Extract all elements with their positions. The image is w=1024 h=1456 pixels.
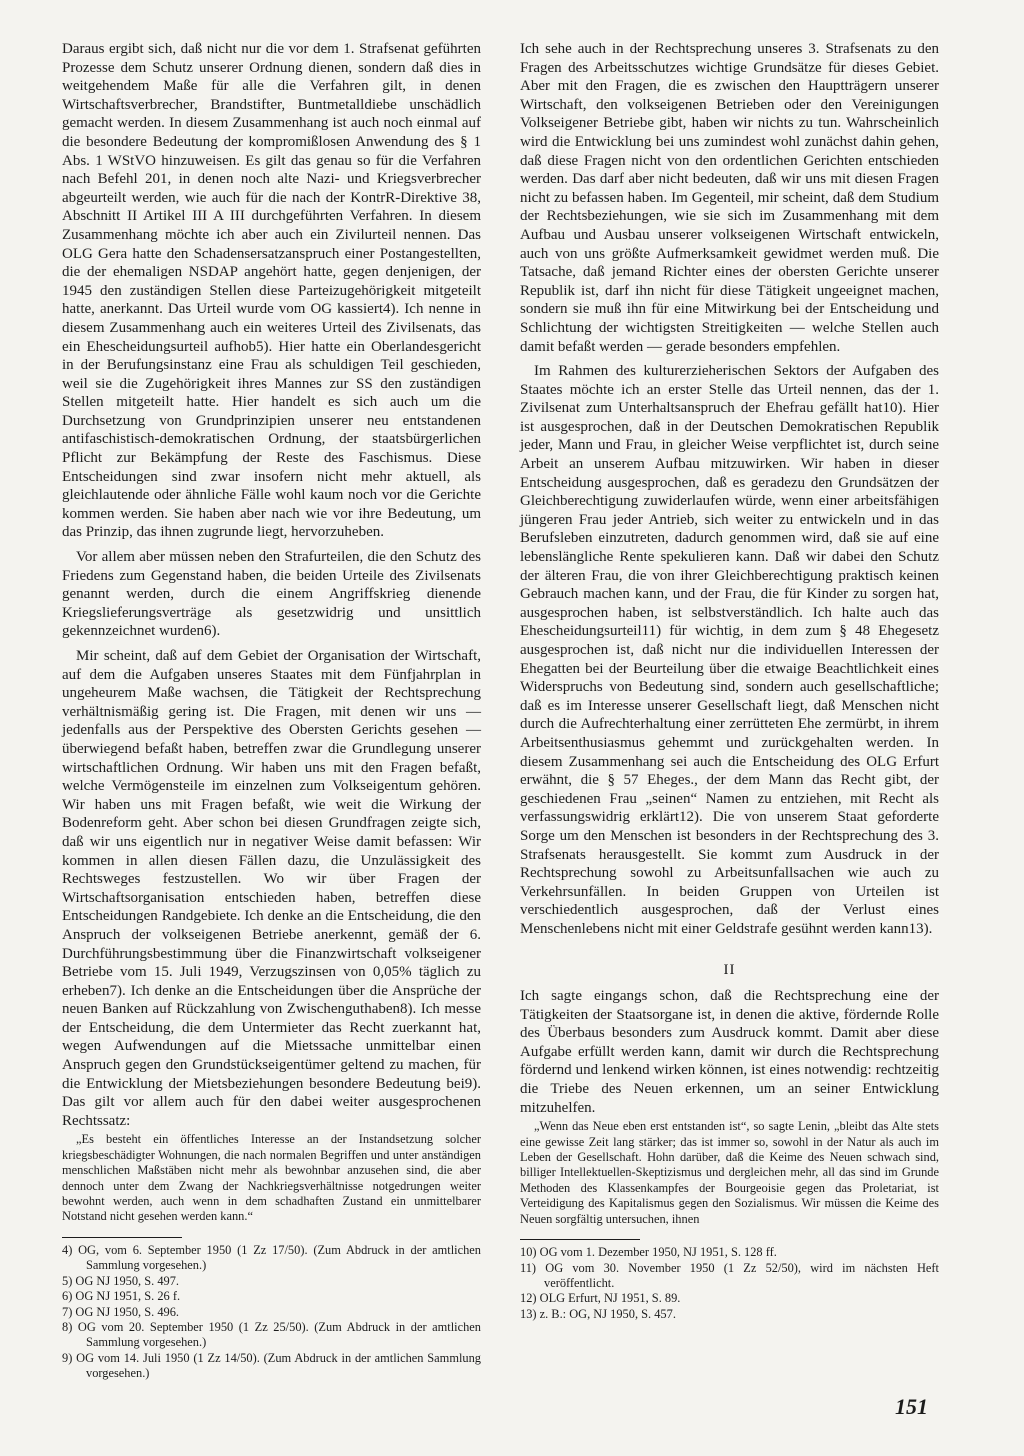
footnote-divider bbox=[62, 1237, 182, 1238]
footnote: 7) OG NJ 1950, S. 496. bbox=[62, 1304, 180, 1319]
footnote: 13) z. B.: OG, NJ 1950, S. 457. bbox=[520, 1306, 676, 1321]
page-number: 151 bbox=[895, 1394, 928, 1419]
footnote: 10) OG vom 1. Dezember 1950, NJ 1951, S. 128 ff. bbox=[520, 1245, 777, 1260]
footnote: 12) OLG Erfurt, NJ 1951, S. 89. bbox=[520, 1291, 681, 1306]
footnote: 11) OG vom 30. November 1950 (1 Zz 52/50), wird im nächsten Heft veröffentlicht. bbox=[520, 1260, 939, 1290]
block-quote: „Es besteht ein öffentliches Interesse an der Instandsetzung solcher kriegsbeschädigter Wohnungen, die nach normalen Begriffen und unter anständigen menschlichen Maßstäben nicht mehr als bewohnbar anzusehen sind, die aber dennoch unter dem Zwang der Nachkriegsverhältnisse notgedrungen weiter bewohnt werden, auch wenn in dem schadhaften Zustand ein unmittelbarer Notstand nicht gesehen werden kann.“ bbox=[62, 1132, 481, 1224]
paragraph: Vor allem aber müssen neben den Strafurteilen, die den Schutz des Friedens zum Gegenstand haben, die beiden Urteile des Zivilsenats genannt werden, durch die einem Angriffskrieg dienende Kriegslieferungsverträge als gesetzwidrig und unsittlich gekennzeichnet wurden6). bbox=[62, 549, 481, 640]
paragraph: Mir scheint, daß auf dem Gebiet der Organisation der Wirtschaft, auf dem die Aufgaben unseres Staates mit dem Fünfjahrplan in ungeheurem Maße wachsen, die Tätigkeit der Rechtsprechung verhältnismäßig gering ist. Die Fragen, mit denen wir uns — jedenfalls aus der Perspektive des Obersten Gerichts gesehen — überwiegend befaßt haben, betreffen zwar die Grundlegung unserer wirtschaftlichen Ordnung. Wir haben uns mit den Fragen befaßt, welche Vermögensteile im einzelnen zum Volkseigentum gehören. Wir haben uns mit Fragen befaßt, wie weit die Wirkung der Bodenreform geht. Aber schon bei diesen Grundfragen zeigte sich, daß wir uns eigentlich nur in negativer Weise damit befassen: Wir kommen in allen diesen Fällen dazu, die Unzulässigkeit des Rechtsweges festzustellen. Wo wir über Fragen der Wirtschaftsorganisation entschieden haben, betreffen diese Entscheidungen Randgebiete. Ich denke an die Entscheidung, die den Anspruch der volkseigenen Betriebe anerkennt, gemäß der 6. Durchführungsbestimmung über die Finanzwirtschaft volkseigener Betriebe vom 15. Juli 1949, Verzugszinsen von 0,05% täglich zu erheben7). Ich denke an die Entscheidungen über die Ansprüche der neuen Banken auf Rückzahlung von Zwischenguthaben8). Ich messe der Entscheidung, die dem Untermieter das Recht zuerkannt hat, wegen Aufwendungen auf die Mietssache unmittelbar einen Anspruch gegen den Grundstückseigentümer geltend zu machen, für die Entwicklung der Mietsbeziehungen besondere Bedeutung bei9). Das gilt vor allem auch für den dabei weiter ausgesprochenen Rechtssatz: bbox=[62, 648, 481, 1129]
paragraph: Ich sehe auch in der Rechtsprechung unseres 3. Strafsenats zu den Fragen des Arbeitsschutzes wichtige Grundsätze für dieses Gebiet. Aber mit den Fragen, die es zwischen den Hauptträgern unserer Wirtschaft, den volkseigenen Betrieben oder den Vereinigungen Volkseigener Betriebe gibt, haben wir nichts zu tun. Wahrscheinlich wird die Entwicklung bei uns zumindest wohl zunächst dahin gehen, daß diese Fragen nicht von den ordentlichen Gerichten entschieden werden. Das darf aber nicht bedeuten, daß wir uns mit diesen Fragen nicht zu befassen haben. Im Gegenteil, mir scheint, daß dem Studium der Rechtsbeziehungen, wie sie sich im Zusammenhang mit dem Aufbau und Ausbau unserer volkseigenen Wirtschaft entwickeln, auch von uns größte Aufmerksamkeit gewidmet werden muß. Die Tatsache, daß jemand Richter eines der obersten Gerichte unserer Republik ist, darf ihn nicht für diese Tätigkeit ungeeignet machen, sondern sie muß ihn für eine Mitwirkung bei der Entscheidung und Schlichtung der wichtigsten Streitigkeiten — welche Stellen auch damit befaßt werden — gerade besonders empfehlen. bbox=[520, 41, 939, 355]
section-heading: II bbox=[723, 961, 736, 978]
footnote-divider bbox=[520, 1239, 640, 1240]
footnote: 9) OG vom 14. Juli 1950 (1 Zz 14/50). (Zum Abdruck in der amtlichen Sammlung vorgesehen.) bbox=[62, 1350, 481, 1381]
footnote: 8) OG vom 20. September 1950 (1 Zz 25/50). (Zum Abdruck in der amtlichen Sammlung vorgesehen.) bbox=[62, 1319, 481, 1350]
footnote: 4) OG, vom 6. September 1950 (1 Zz 17/50). (Zum Abdruck in der amtlichen Sammlung vorgesehen.) bbox=[62, 1242, 481, 1273]
paragraph: Ich sagte eingangs schon, daß die Rechtsprechung eine der Tätigkeiten der Staatsorgane ist, in denen die aktive, fördernde Rolle des Überbaus besonders zum Ausdruck kommt. Damit aber diese Aufgabe erfüllt werden kann, damit wir durch die Rechtsprechung fördernd und lenkend wirken können, ist eines notwendig: rechtzeitig die Triebe des Neuen erkennen, um an seiner Entwicklung mitzuhelfen. bbox=[520, 988, 939, 1116]
paragraph: Daraus ergibt sich, daß nicht nur die vor dem 1. Strafsenat geführten Prozesse dem Schutz unserer Ordnung dienen, sondern daß dies in weitgehendem Maße für alle die Verfahren gilt, in denen Wirtschaftsverbrecher, Brandstifter, Buntmetalldiebe unschädlich gemacht werden. In diesem Zusammenhang ist auch noch einmal auf die besondere Bedeutung der kompromißlosen Anwendung des § 1 Abs. 1 WStVO hinzuweisen. Es gilt das genau so für die Verfahren nach Befehl 201, in denen noch alte Nazi- und Kriegsverbrecher abgeurteilt werden, wie auch für die nach der KontrR-Direktive 38, Abschnitt II Artikel III A III durchgeführten Verfahren. In diesem Zusammenhang möchte ich aber auch ein Zivilurteil nennen. Das OLG Gera hatte den Schadensersatzanspruch einer Postangestellten, die der ehemaligen NSDAP angehört hatte, gegen denjenigen, der 1945 den zuständigen Stellen diese Parteizugehörigkeit mitgeteilt hatte, anerkannt. Das Urteil wurde vom OG kassiert4). Ich nenne in diesem Zusammenhang auch ein weiteres Urteil des Zivilsenats, das ein Ehescheidungsurteil aufhob5). Hier hatte ein Oberlandesgericht in der Berufungsinstanz eine Frau als schuldigen Teil geschieden, weil sie die Zugehörigkeit ihres Mannes zur SS den zuständigen Stellen mitgeteilt hatte. Hier handelt es sich auch um die Durchsetzung von Grundprinzipien unserer neu entstandenen antifaschistisch-demokratischen Ordnung, der staatsbürgerlichen Pflicht zur Bekämpfung der Reste des Faschismus. Diese Entscheidungen sind zwar insofern nicht mehr aktuell, als gleichlautende oder ähnliche Fälle wohl kaum noch vor die Gerichte kommen werden. Sie haben aber nach wie vor ihre Bedeutung, um das Prinzip, das ihnen zugrunde liegt, hervorzuheben. bbox=[62, 41, 481, 541]
footnote: 5) OG NJ 1950, S. 497. bbox=[62, 1273, 180, 1288]
left-column bbox=[62, 40, 481, 1382]
right-column bbox=[520, 40, 939, 1322]
block-quote: „Wenn das Neue eben erst entstanden ist“, so sagte Lenin, „bleibt das Alte stets eine gewisse Zeit lang stärker; das ist immer so, sowohl in der Natur als auch im Leben der Gesellschaft. Hohn darüber, daß die Keime des Neuen schwach sind, billiger Intellektuellen-Skeptizismus und dergleichen mehr, all das sind im Grunde Methoden des Klassenkampfes der Bourgeoisie gegen das Proletariat, ist Verteidigung des Kapitalismus gegen den Sozialismus. Wir müssen die Keime des Neuen sorgfältig untersuchen, ihnen bbox=[520, 1119, 939, 1226]
paragraph: Im Rahmen des kulturerzieherischen Sektors der Aufgaben des Staates möchte ich an erster Stelle das Urteil nennen, das der 1. Zivilsenat zum Unterhaltsanspruch der Ehefrau gefällt hat10). Hier ist ausgesprochen, daß in der Deutschen Demokratischen Republik jeder, Mann und Frau, in gleicher Weise verpflichtet ist, durch seine Arbeit an unserem Aufbau mitzuwirken. Wir haben in dieser Entscheidung ausgesprochen, daß es geradezu den Grundsätzen der Gleichberechtigung zuwiderlaufen würde, wenn einer arbeitsfähigen jüngeren Frau jeder Antrieb, sich weiter zu entwickeln und in das Berufsleben einzutreten, dadurch genommen wird, daß sie auf eine lebenslängliche Rente spekulieren kann. Daß wir dabei den Schutz der älteren Frau, die von ihrer Gleichberechtigung praktisch keinen Gebrauch machen kann, und der Frau, die für Kinder zu sorgen hat, ausgesprochen haben, ist selbstverständlich. Ich halte auch das Ehescheidungsurteil11) für wichtig, in dem zum § 48 Ehegesetz ausgesprochen ist, daß nicht nur die individuellen Interessen der Ehegatten bei der Beurteilung über die etwaige Beachtlichkeit eines Widerspruchs von Bedeutung sind, sondern auch gesellschaftliche; daß es im Interesse unserer Gesellschaft liegt, daß Menschen nicht durch die Aufrechterhaltung einer zerrütteten Ehe zermürbt, in ihrem Arbeitsenthusiasmus gehemmt und zurückgehalten werden. In diesem Zusammenhang sei auch die Entscheidung des OLG Erfurt erwähnt, die § 57 Eheges., der dem Mann das Recht gibt, der geschiedenen Frau „seinen“ Namen zu entziehen, mit Recht als verfassungswidrig erklärt12). Die von unserem Staat geforderte Sorge um den Menschen ist besonders in der Rechtsprechung des 3. Strafsenats herausgestellt. Sie kommt zum Ausdruck in der Rechtsprechung sowohl zu Arbeitsunfallsachen wie auch zu Verkehrsunfällen. In beiden Gruppen von Urteilen ist verschiedentlich ausgesprochen, daß der Verlust eines Menschenlebens nicht mit einer Geldstrafe gesühnt werden kann13). bbox=[520, 363, 939, 937]
footnote: 6) OG NJ 1951, S. 26 f. bbox=[62, 1289, 181, 1304]
